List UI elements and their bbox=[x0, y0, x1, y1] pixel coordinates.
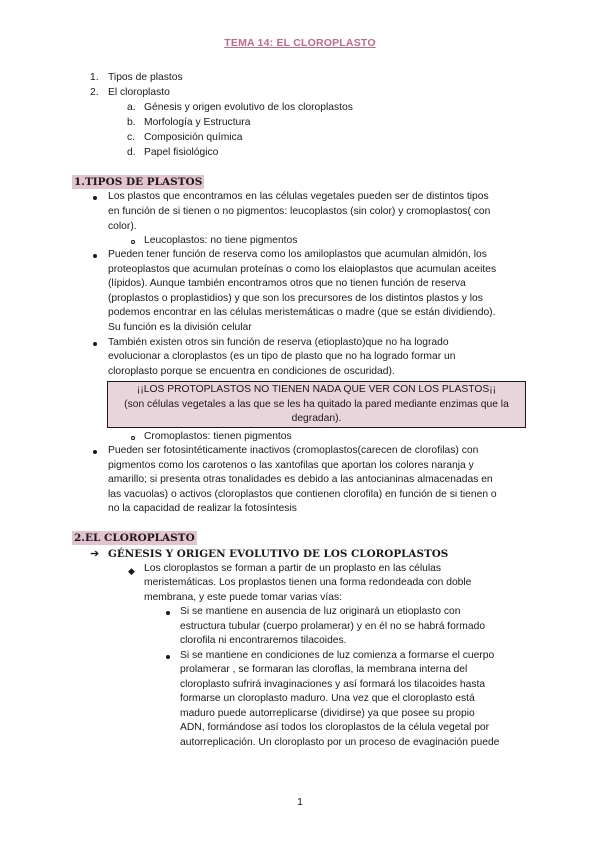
toc-sub-b: Morfología y Estructura bbox=[144, 117, 251, 128]
paragraph-line: formarse un cloroplasto maduro. Una vez que el cloroplasto está bbox=[180, 693, 475, 704]
paragraph-line: cloroplasto porque se encuentra en condiciones de oscuridad). bbox=[108, 366, 395, 377]
note-line: (son células vegetales a las que se les ha quitado la pared mediante enzimas que la bbox=[124, 398, 509, 410]
section-heading-tipos: 1.TIPOS DE PLASTOS bbox=[74, 176, 203, 188]
bullet-dot-icon bbox=[166, 611, 170, 615]
paragraph-line: maduro puede autorreplicarse (dividirse) ya que posee su propio bbox=[180, 708, 475, 719]
bullet-ring-icon bbox=[131, 436, 135, 440]
paragraph-line: Si se mantiene en ausencia de luz originará un etioplasto con bbox=[180, 606, 461, 617]
arrow-right-icon: ➔ bbox=[90, 548, 100, 560]
paragraph-line: en función de si tienen o no pigmentos: leucoplastos (sin color) y cromoplastos( con bbox=[108, 206, 491, 217]
subpoint-cromoplastos: Cromoplastos: tienen pigmentos bbox=[144, 431, 292, 442]
paragraph-line: color). bbox=[108, 221, 137, 232]
paragraph-line: prolamerar , se formaran las cloroflas, la membrana interna del bbox=[180, 664, 468, 675]
toc-item-1: Tipos de plastos bbox=[108, 72, 183, 83]
toc-num-1: 1. bbox=[90, 72, 99, 83]
toc-item-2: El cloroplasto bbox=[108, 87, 170, 98]
note-line: ¡¡LOS PROTOPLASTOS NO TIENEN NADA QUE VER CON LOS PLASTOS¡¡ bbox=[136, 384, 497, 395]
page-number: 1 bbox=[297, 796, 303, 808]
paragraph-line: pigmentos como los carotenos o las xantofilas que aportan los colores naranja y bbox=[108, 460, 474, 471]
toc-sub-letter-c: c. bbox=[127, 132, 136, 143]
toc-sub-a: Génesis y origen evolutivo de los cloroplastos bbox=[144, 102, 353, 113]
subsection-heading-genesis: GÉNESIS Y ORIGEN EVOLUTIVO DE LOS CLOROPLASTOS bbox=[108, 548, 449, 560]
paragraph-line: Los cloroplastos se forman a partir de un proplasto en las células bbox=[144, 563, 442, 574]
paragraph-line: clorofila ni encontraremos tilacoides. bbox=[180, 635, 347, 646]
paragraph-line: Pueden tener función de reserva como los amiloplastos que acumulan almidón, los bbox=[108, 249, 487, 260]
document-title: TEMA 14: EL CLOROPLASTO bbox=[224, 37, 376, 49]
bullet-dot-icon bbox=[93, 450, 97, 454]
paragraph-line: evolucionar a cloroplastos (es un tipo de plasto que no ha logrado formar un bbox=[108, 351, 456, 362]
paragraph-line: membrana, y este puede tomar varias vías: bbox=[144, 592, 343, 603]
note-line: degradan). bbox=[291, 413, 342, 425]
highlighted-note-box bbox=[107, 381, 526, 428]
paragraph-line: las vacuolas) o activos (cloroplastos que contienen clorofila) en función de si tienen o bbox=[108, 489, 497, 500]
paragraph-line: cloroplasto sufrirá invaginaciones y así formará los tilacoides hasta bbox=[180, 679, 486, 690]
paragraph-line: (proplastos o proplastidios) y que son los precursores de los distintos plastos y los bbox=[108, 293, 483, 304]
paragraph-line: meristemáticas. Los proplastos tienen una forma redondeada con doble bbox=[144, 577, 472, 588]
paragraph-line: Su función es la división celular bbox=[108, 322, 252, 333]
bullet-dot-icon bbox=[93, 342, 97, 346]
bullet-dot-icon bbox=[93, 254, 97, 258]
bullet-dot-icon bbox=[166, 655, 170, 659]
toc-sub-letter-b: b. bbox=[127, 117, 136, 128]
paragraph-line: estructura tubular (cuerpo prolamerar) y en él no se habrá formado bbox=[180, 621, 486, 632]
paragraph-line: amarillo; si presenta otras tonalidades es debido a las antocianinas almacenadas en bbox=[108, 474, 493, 485]
toc-num-2: 2. bbox=[90, 87, 99, 98]
toc-sub-d: Papel fisiológico bbox=[144, 147, 219, 158]
toc-sub-letter-a: a. bbox=[127, 102, 136, 113]
paragraph-line: Pueden ser fotosintéticamente inactivos (cromoplastos(carecen de clorofilas) con bbox=[108, 445, 479, 456]
toc-sub-c: Composición química bbox=[144, 132, 243, 143]
section-heading-cloroplasto: 2.EL CLOROPLASTO bbox=[74, 532, 195, 544]
paragraph-line: Los plastos que encontramos en las células vegetales pueden ser de distintos tipos bbox=[108, 191, 489, 202]
bullet-ring-icon bbox=[131, 240, 135, 244]
diamond-bullet-icon: ◆ bbox=[128, 566, 135, 576]
paragraph-line: autorreplicación. Un cloroplasto por un proceso de evaginación puede bbox=[180, 737, 500, 748]
paragraph-line: no la capacidad de realizar la fotosíntesis bbox=[108, 503, 297, 514]
paragraph-line: También existen otros sin función de reserva (etioplasto)que no ha logrado bbox=[108, 337, 449, 348]
paragraph-line: proteoplastos que acumulan proteínas o como los elaioplastos que acumulan aceites bbox=[108, 264, 497, 275]
bullet-dot-icon bbox=[93, 196, 97, 200]
paragraph-line: Si se mantiene en condiciones de luz comienza a formarse el cuerpo bbox=[180, 650, 495, 661]
toc-sub-letter-d: d. bbox=[127, 147, 136, 158]
paragraph-line: ADN, formándose así todos los cloroplastos de la célula vegetal por bbox=[180, 722, 490, 733]
subpoint-leucoplastos: Leucoplastos: no tiene pigmentos bbox=[144, 235, 298, 246]
paragraph-line: (lípidos). Aunque también encontramos otros que no tienen función de reserva bbox=[108, 278, 466, 289]
paragraph-line: podemos encontrar en las células meristemáticas o madre (que se están dividiendo). bbox=[108, 307, 496, 318]
